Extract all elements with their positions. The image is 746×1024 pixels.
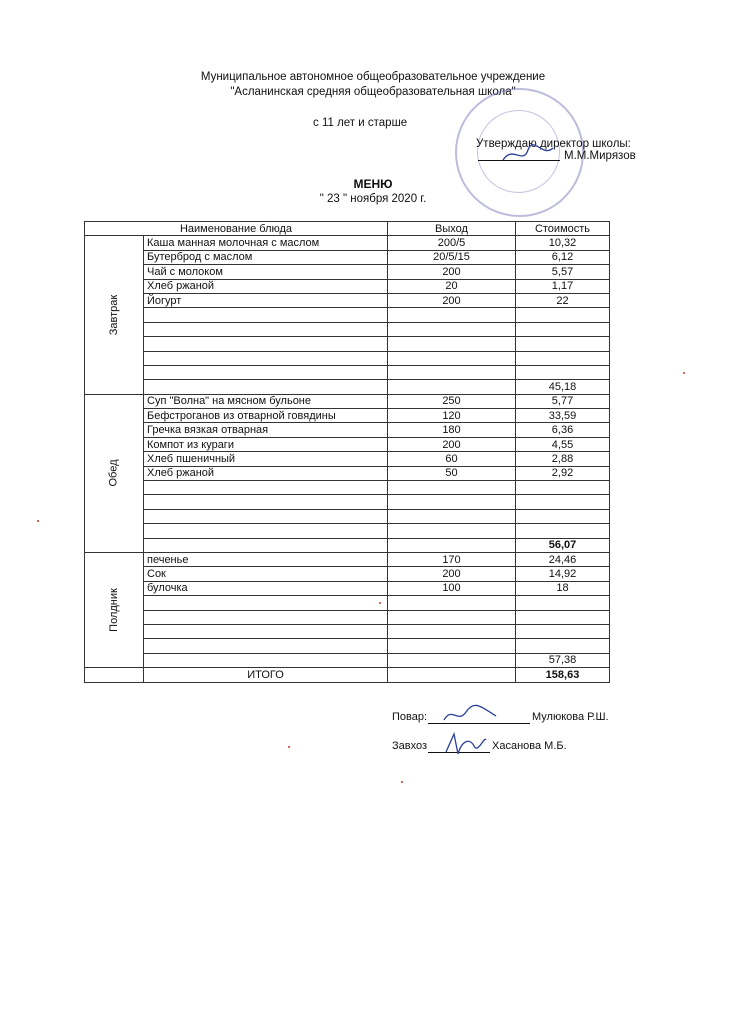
header-cost: Стоимость [516, 222, 610, 236]
table-row [85, 653, 610, 667]
dish-output: 200/5 [388, 236, 516, 250]
table-row [85, 495, 610, 509]
supply-label: Завхоз [392, 740, 428, 752]
dish-name: Суп "Волна" на мясном бульоне [144, 394, 388, 408]
dish-cost: 6,36 [516, 423, 610, 437]
section-subtotal: 56,07 [516, 538, 610, 552]
table-row [85, 293, 610, 307]
table-row [85, 380, 610, 394]
table-row [85, 524, 610, 538]
dish-name: Хлеб ржаной [144, 279, 388, 293]
cook-name: Мулюкова Р.Ш. [532, 711, 609, 723]
scan-speck [683, 372, 685, 374]
scan-speck [401, 781, 403, 783]
menu-title: МЕНЮ [353, 177, 393, 191]
table-row [85, 581, 610, 595]
dish-cost: 5,77 [516, 394, 610, 408]
age-group: с 11 лет и старше [313, 117, 408, 129]
total-row [85, 668, 610, 682]
scan-speck [37, 520, 39, 522]
table-row [85, 365, 610, 379]
dish-name: Сок [144, 567, 388, 581]
total-value: 158,63 [516, 668, 610, 682]
dish-name: Каша манная молочная с маслом [144, 236, 388, 250]
table-row [85, 394, 610, 408]
scan-speck [379, 602, 381, 604]
table-row [85, 567, 610, 581]
dish-output: 200 [388, 437, 516, 451]
dish-output: 120 [388, 409, 516, 423]
supply-signature [440, 730, 490, 760]
dish-cost: 5,57 [516, 265, 610, 279]
table-row [85, 423, 610, 437]
cook-signature [440, 702, 500, 726]
section-label [85, 394, 144, 552]
section-name: Обед [108, 459, 120, 487]
supply-name: Хасанова М.Б. [492, 740, 567, 752]
dish-cost: 18 [516, 581, 610, 595]
dish-name: Йогурт [144, 293, 388, 307]
dish-cost: 2,92 [516, 466, 610, 480]
dish-output: 100 [388, 581, 516, 595]
dish-cost: 14,92 [516, 567, 610, 581]
total-label: ИТОГО [144, 668, 388, 682]
header-dish: Наименование блюда [85, 222, 388, 236]
dish-cost: 22 [516, 293, 610, 307]
table-row [85, 265, 610, 279]
table-row [85, 596, 610, 610]
dish-name: Гречка вязкая отварная [144, 423, 388, 437]
dish-cost: 4,55 [516, 437, 610, 451]
dish-name: Бефстроганов из отварной говядины [144, 409, 388, 423]
table-row [85, 308, 610, 322]
cook-label: Повар: [392, 711, 428, 723]
dish-output: 250 [388, 394, 516, 408]
section-subtotal: 45,18 [516, 380, 610, 394]
dish-name: Хлеб пшеничный [144, 452, 388, 466]
org-name-line2: "Асланинская средняя общеобразовательная школа" [230, 86, 516, 98]
table-row [85, 236, 610, 250]
dish-output: 50 [388, 466, 516, 480]
table-row [85, 351, 610, 365]
dish-output: 20/5/15 [388, 250, 516, 264]
table-row [85, 481, 610, 495]
dish-cost: 10,32 [516, 236, 610, 250]
dish-output: 200 [388, 265, 516, 279]
table-row [85, 437, 610, 451]
dish-cost: 6,12 [516, 250, 610, 264]
section-name: Полдник [108, 588, 120, 632]
dish-output: 60 [388, 452, 516, 466]
table-row [85, 639, 610, 653]
dish-cost: 2,88 [516, 452, 610, 466]
approve-label: Утверждаю директор школы: [476, 138, 631, 150]
table-row [85, 610, 610, 624]
dish-cost: 1,17 [516, 279, 610, 293]
dish-cost: 24,46 [516, 552, 610, 566]
director-name: М.М.Мирязов [564, 150, 636, 162]
dish-output: 180 [388, 423, 516, 437]
table-row [85, 466, 610, 480]
dish-name: Бутерброд с маслом [144, 250, 388, 264]
dish-output: 20 [388, 279, 516, 293]
dish-output: 200 [388, 567, 516, 581]
table-row [85, 452, 610, 466]
dish-cost: 33,59 [516, 409, 610, 423]
org-name-line1: Муниципальное автономное общеобразовательное учреждение [200, 71, 546, 83]
table-row [85, 279, 610, 293]
table-row [85, 624, 610, 638]
dish-output: 170 [388, 552, 516, 566]
table-row [85, 322, 610, 336]
dish-name: Компот из кураги [144, 437, 388, 451]
section-subtotal: 57,38 [516, 653, 610, 667]
dish-name: печенье [144, 552, 388, 566]
section-label [85, 552, 144, 667]
scan-speck [288, 746, 290, 748]
header-output: Выход [388, 222, 516, 236]
table-row [85, 509, 610, 523]
table-row [85, 538, 610, 552]
table-header-row [85, 222, 610, 236]
dish-name: Чай с молоком [144, 265, 388, 279]
dish-name: булочка [144, 581, 388, 595]
dish-output: 200 [388, 293, 516, 307]
table-row [85, 337, 610, 351]
section-name: Завтрак [107, 294, 120, 336]
director-signature [498, 140, 558, 166]
menu-date: " 23 " ноября 2020 г. [319, 193, 427, 205]
menu-table [84, 221, 610, 683]
table-row [85, 250, 610, 264]
table-row [85, 409, 610, 423]
dish-name: Хлеб ржаной [144, 466, 388, 480]
section-label [85, 236, 144, 394]
table-row [85, 552, 610, 566]
